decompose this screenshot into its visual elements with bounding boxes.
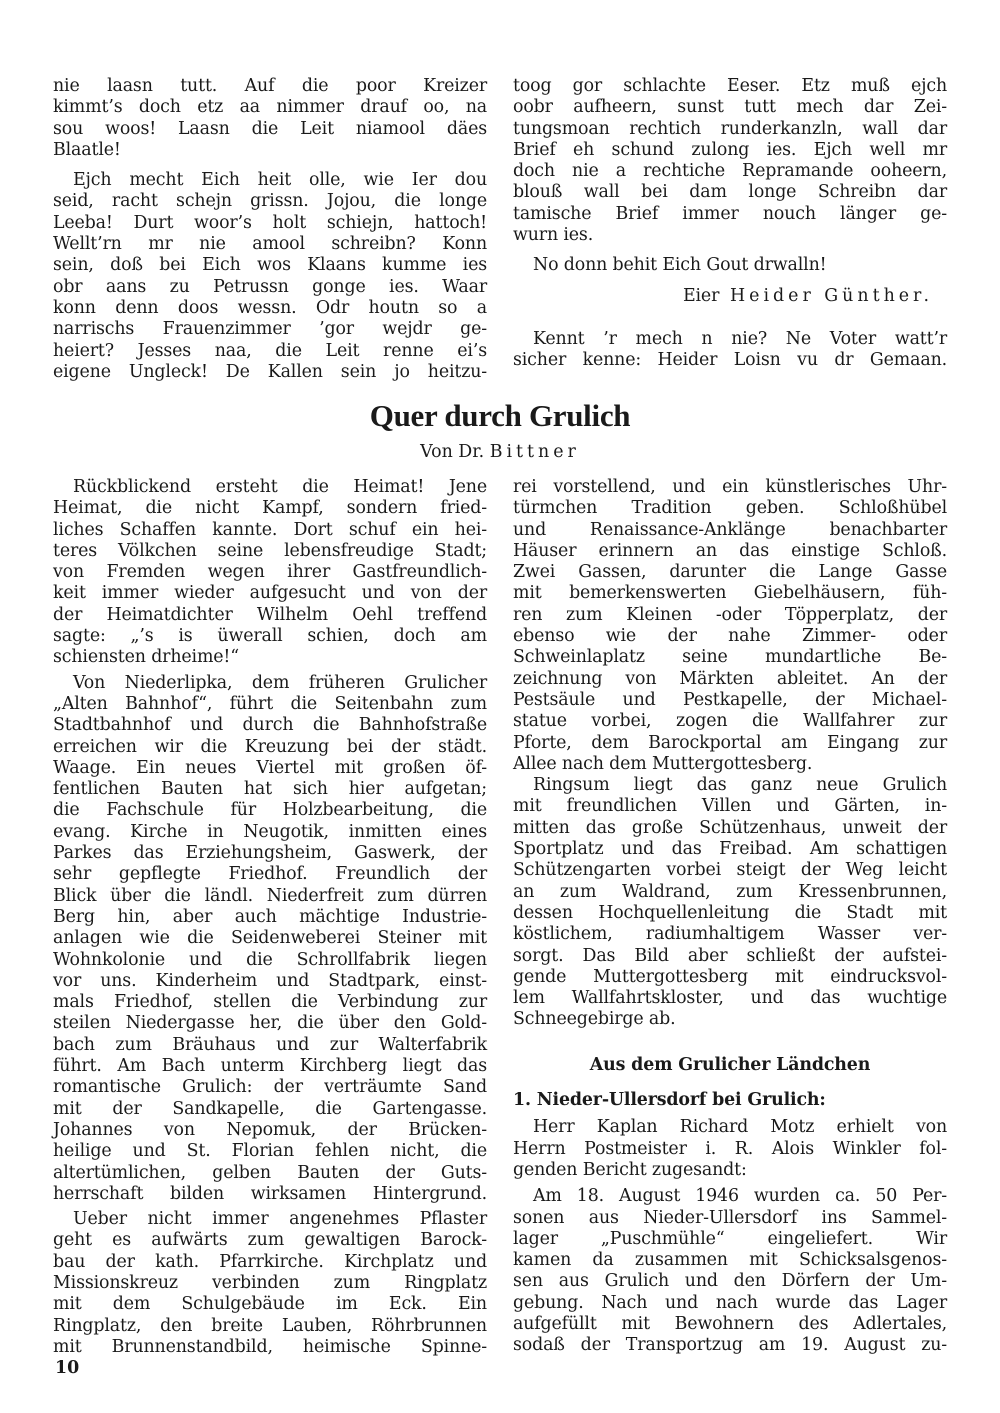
text-line: tamische Brief immer nouch länger ge- (513, 203, 947, 224)
text-line: sonen aus Nieder-Ullersdorf ins Sammel- (513, 1207, 947, 1228)
text-line: Missionskreuz verbinden zum Ringplatz (53, 1272, 487, 1293)
text-line: statue vorbei, zogen die Wallfahrer zur (513, 711, 947, 732)
text-line: Heimat, die nicht Kampf, sondern fried- (53, 498, 487, 519)
text-line: Parkes das Erziehungsheim, Gaswerk, der (53, 843, 487, 864)
text-line: schiensten drheime!“ (53, 647, 240, 668)
section-paragraph-1 (513, 1117, 947, 1181)
text-line: lem Wallfahrtskloster, und das wuchtige (513, 988, 947, 1009)
text-line: mals Friedhof, stellen die Verbindung zur (53, 992, 487, 1013)
text-line: geht es aufwärts zum gewaltigen Barock- (53, 1230, 487, 1251)
text-line: seid, racht schejn grissn. Jojou, die longe (53, 191, 487, 212)
text-line: Johannes von Nepomuk, der Brücken- (53, 1119, 487, 1140)
text-line: Schützengarten vorbei steigt der Weg leicht (513, 860, 947, 881)
letter-signature (513, 286, 947, 307)
text-line: sou woos! Laasn die Leit niamool däes (53, 118, 487, 139)
text-line: sen aus Grulich und den Dörfern der Um- (513, 1271, 947, 1292)
text-line: oobr aufheern, sunst tutt mech dar Zei- (513, 97, 947, 118)
text-line: türmchen Tradition geben. Schloßhübel (513, 498, 947, 519)
text-line: Ringsum liegt das ganz neue Grulich (533, 775, 947, 796)
letter-paragraph-3 (513, 76, 947, 246)
text-line: Pestsäule und Pestkapelle, der Michael- (513, 689, 947, 710)
section-subheading: 1. Nieder-Ullersdorf bei Grulich: (513, 1090, 826, 1111)
letter-right-column (513, 76, 947, 372)
text-line: gende Muttergottesberg mit eindrucksvol- (513, 966, 947, 987)
text-line: tungsmoan rechtich runderkanzln, wall dar (513, 118, 947, 139)
text-line: heiert? Jesses naa, die Leit renne ei’s (53, 340, 487, 361)
text-line: Kennt ’r mech n nie? Ne Voter watt’r (533, 328, 947, 349)
article-right-column (513, 477, 947, 1357)
text-line: dessen Hochquellenleitung die Stadt mit (513, 902, 947, 923)
text-line: Von Niederlipka, dem früheren Grulicher (73, 672, 487, 693)
article-title: Quer durch Grulich (369, 398, 631, 433)
text-line: Wohnkolonie und die Schrollfabrik liegen (53, 949, 487, 970)
text-line: die Fachschule für Holzbearbeitung, die (53, 800, 487, 821)
text-line: vor uns. Kinderheim und Stadtpark, einst- (53, 970, 487, 991)
text-line: Allee nach dem Muttergottesberg. (513, 753, 813, 774)
article-byline (0, 442, 1000, 462)
text-line: Schneegebirge ab. (513, 1009, 676, 1030)
text-line: mit der Sandkapelle, die Gartengasse. (53, 1098, 487, 1119)
text-line: keit immer wieder aufgesucht und von der (53, 583, 487, 604)
text-line: sein, doß bei Eich wos Klaans kumme ies (53, 255, 487, 276)
text-line: steilen Niedergasse her, die über den Gold- (53, 1013, 487, 1034)
text-line: Sportplatz und das Freibad. Am schattigen (513, 839, 947, 860)
text-line: köstlichem, radiumhaltigem Wasser ver- (513, 924, 947, 945)
text-line: Ringplatz, den breite Lauben, Röhrbrunnen (53, 1315, 487, 1336)
article-paragraph-4 (513, 775, 947, 1031)
letter-left-column (53, 76, 487, 383)
text-line: an zum Waldrand, zum Kressenbrunnen, (513, 881, 947, 902)
page-number: 10 (55, 1358, 80, 1378)
text-line: altertümlichen, gelben Bauten der Guts- (53, 1162, 487, 1183)
text-line: Berg hin, aber auch mächtige Industrie- (53, 906, 487, 927)
text-line: mitten das große Schützenhaus, unweit der (513, 817, 947, 838)
text-line: Ueber nicht immer angenehmes Pflaster (73, 1209, 487, 1230)
text-line: Leeba! Durt woor’s holt schiejn, hattoch! (53, 212, 487, 233)
text-line: toog gor schlachte Eeser. Etz muß ejch (513, 76, 947, 96)
text-line: sehr gepflegte Friedhof. Freundlich der (53, 864, 487, 885)
text-line: heilige und St. Florian fehlen nicht, die (53, 1141, 487, 1162)
text-line: Am 18. August 1946 wurden ca. 50 Per- (533, 1186, 947, 1207)
text-line: sicher kenne: Heider Loisn vu dr Gemaan. (513, 350, 947, 371)
article-paragraph-3-cont (513, 477, 947, 775)
text-line: Zwei Gassen, darunter die Lange Gasse (513, 562, 947, 583)
text-line: kimmt’s doch etz aa nimmer drauf oo, na (53, 97, 487, 118)
article-paragraph-3 (53, 1209, 487, 1358)
text-line: Brief eh schund zulong ies. Ejch well mr (513, 139, 947, 160)
text-line: bau der kath. Pfarrkirche. Kirchplatz und (53, 1251, 487, 1272)
text-line: evang. Kirche in Neugotik, inmitten eines (53, 821, 487, 842)
text-line: narrischs Frauenzimmer ’gor wejdr ge- (53, 319, 487, 340)
text-line: mit Brunnenstandbild, heimische Spinne- (53, 1336, 487, 1357)
byline-author: Bittner (489, 442, 580, 462)
article-paragraph-1 (53, 477, 487, 669)
text-line: blouß wall bei dam longe Schreibn dar (513, 182, 947, 203)
text-line: obr aans zu Petrussn gonge ies. Waar (53, 276, 487, 297)
section-heading: Aus dem Grulicher Ländchen (589, 1054, 871, 1075)
letter-paragraph-2 (53, 170, 487, 383)
text-line: nie laasn tutt. Auf die poor Kreizer (53, 76, 487, 96)
text-line: mit freundlichen Villen und Gärten, in- (513, 796, 947, 817)
text-line: rei vorstellend, und ein künstlerisches Uhr- (513, 477, 947, 497)
text-line: Blick über die ländl. Niederfreit zum dürren (53, 885, 487, 906)
text-line: Stadtbahnhof und durch die Bahnhofstraße (53, 715, 487, 736)
text-line: Häuser erinnern an das einstige Schloß. (513, 540, 947, 561)
text-line: ren zum Kleinen -oder Töpperplatz, der (513, 604, 947, 625)
text-line: sodaß der Transportzug am 19. August zu- (513, 1335, 947, 1356)
text-line: Wellt’rn mr nie amool schreibn? Konn (53, 234, 487, 255)
signature-name: Heider Günther. (730, 285, 933, 306)
text-line: Waage. Ein neues Viertel mit großen öf- (53, 757, 487, 778)
text-line: teres Völkchen seine lebensfreudige Stadt; (53, 540, 487, 561)
text-line: herrschaft bilden wirksamen Hintergrund. (53, 1183, 487, 1204)
byline-prefix: Von Dr. (420, 442, 485, 462)
text-line: mit dem Schulgebäude im Eck. Ein (53, 1294, 487, 1315)
text-line: Ejch mecht Eich heit olle, wie Ier dou (73, 170, 487, 191)
text-line: fentlichen Bauten hat sich hier aufgetan; (53, 779, 487, 800)
text-line: aufgefüllt mit Bewohnern des Adlertales, (513, 1313, 947, 1334)
text-line: liches Schaffen kannte. Dort schuf ein hei- (53, 519, 487, 540)
text-line: und Renaissance-Anklänge benachbarter (513, 519, 947, 540)
text-line: sagte: „’s is üwerall schien, doch am (53, 626, 487, 647)
text-line: gebung. Nach und nach wurde das Lager (513, 1292, 947, 1313)
text-line: anlagen wie die Seidenweberei Steiner mit (53, 928, 487, 949)
text-line: zeichnung von Märkten ableitet. An der (513, 668, 947, 689)
article-paragraph-2 (53, 673, 487, 1205)
text-line: Schweinlaplatz seine mundartliche Be- (513, 647, 947, 668)
text-line: führt. Am Bach unterm Kirchberg liegt das (53, 1056, 487, 1077)
signature-prefix: Eier (682, 285, 720, 306)
letter-postscript (513, 329, 947, 372)
section-paragraph-2 (513, 1186, 947, 1356)
text-line: lager „Puschmühle“ eingeliefert. Wir (513, 1228, 947, 1249)
text-line: Herr Kaplan Richard Motz erhielt von (533, 1117, 947, 1138)
text-line: bach zum Bräuhaus und zur Walterfabrik (53, 1034, 487, 1055)
text-line: doch nie a rechtiche Repramande ooheern, (513, 161, 947, 182)
article-left-column (53, 477, 487, 1358)
text-line: sorgt. Das Bild aber schließt der aufstei- (513, 945, 947, 966)
text-line: kamen da zusammen mit Schicksalsgenos- (513, 1250, 947, 1271)
letter-closing: No donn behit Eich Gout drwalln! (533, 255, 827, 276)
text-line: romantische Grulich: der verträumte Sand (53, 1077, 487, 1098)
text-line: von Fremden wegen ihrer Gastfreundlich- (53, 562, 487, 583)
text-line: wurn ies. (513, 225, 594, 246)
text-line: Blaatle! (53, 139, 121, 160)
text-line: erreichen wir die Kreuzung bei der städt. (53, 736, 487, 757)
text-line: mit bemerkenswerten Giebelhäusern, füh- (513, 583, 947, 604)
text-line: eigene Ungleck! De Kallen sein jo heitzu- (53, 361, 487, 382)
text-line: genden Bericht zugesandt: (513, 1159, 747, 1180)
text-line: der Heimatdichter Wilhelm Oehl treffend (53, 604, 487, 625)
text-line: konn denn doos wessn. Odr houtn so a (53, 297, 487, 318)
text-line: „Alten Bahnhof“, führt die Seitenbahn zum (53, 693, 487, 714)
text-line: Pforte, dem Barockportal am Eingang zur (513, 732, 947, 753)
text-line: Rückblickend ersteht die Heimat! Jene (73, 477, 487, 497)
text-line: Herrn Postmeister i. R. Alois Winkler fol- (513, 1138, 947, 1159)
text-line: ebenso wie der nahe Zimmer- oder (513, 626, 947, 647)
letter-paragraph-1 (53, 76, 487, 161)
